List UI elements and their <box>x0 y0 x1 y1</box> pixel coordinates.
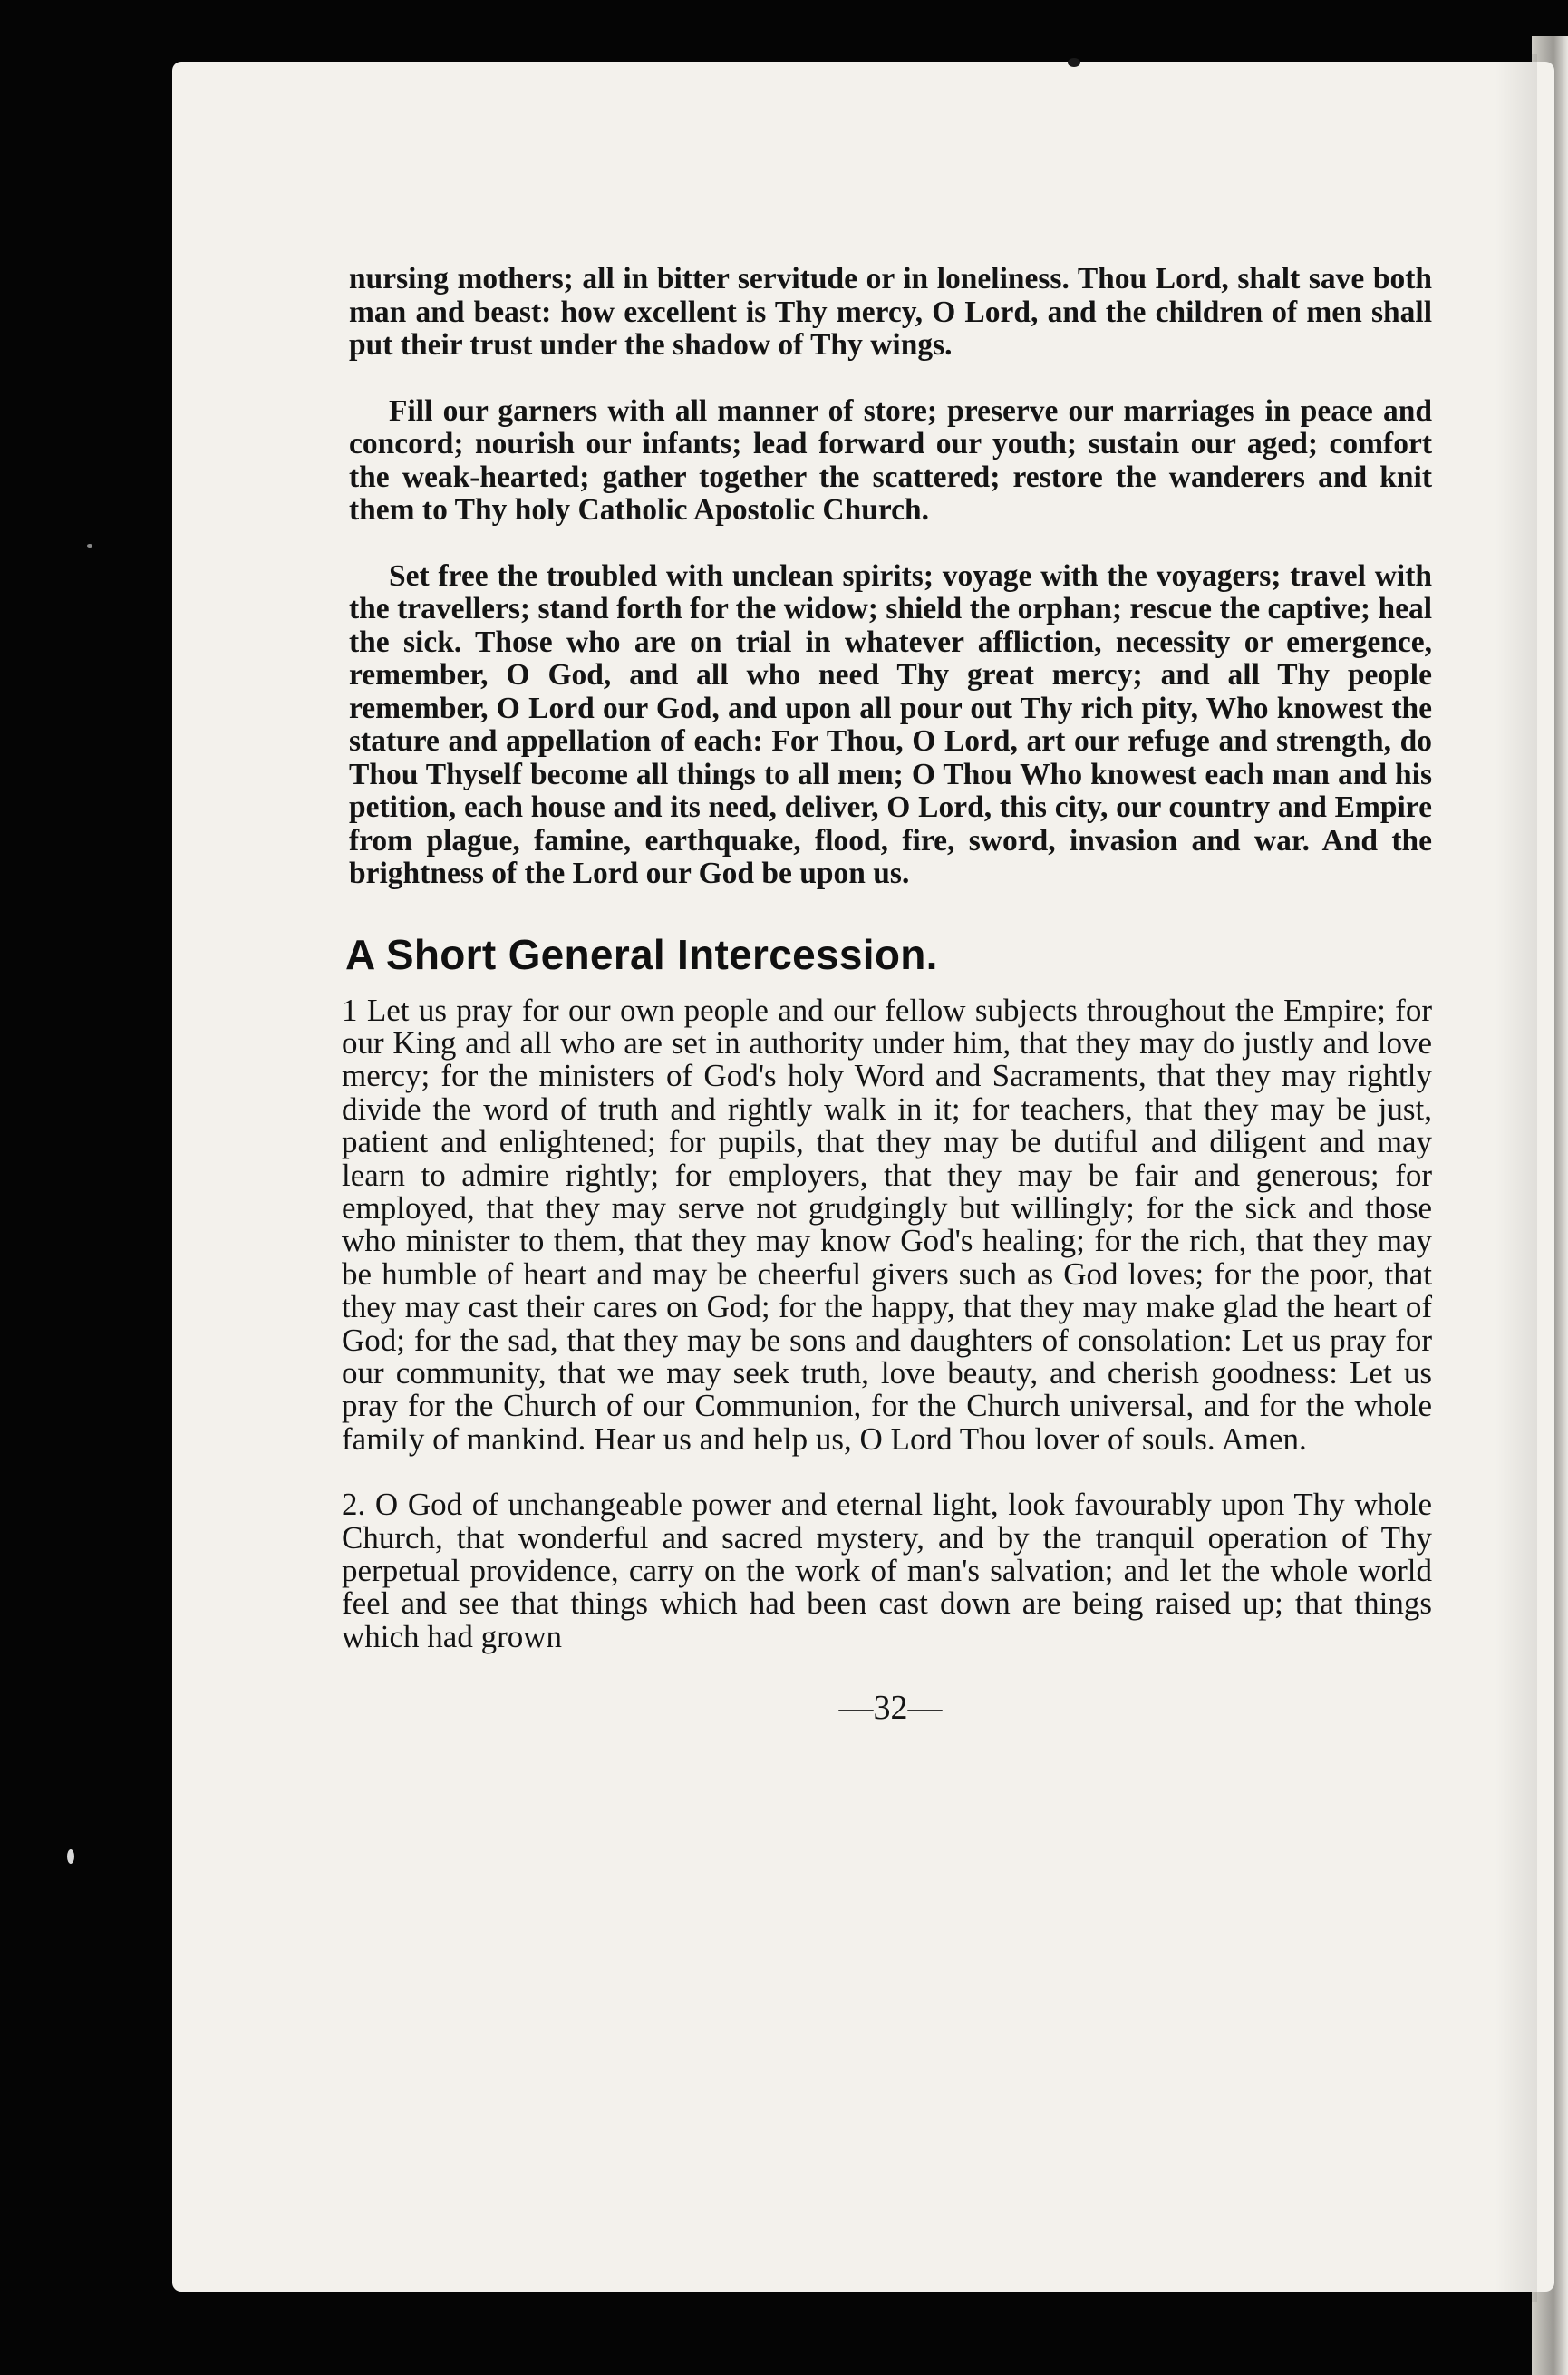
paragraph: nursing mothers; all in bitter servitude or in loneliness. Thou Lord, shalt save both man and beast: how excellent is Thy mercy, O Lord, and the children of men shall put their trust under the shadow of Thy wings. <box>349 262 1432 362</box>
ink-speck <box>67 1849 74 1864</box>
paragraph: Set free the troubled with unclean spirits; voyage with the voyagers; travel with the travellers; stand forth for the widow; shield the orphan; rescue the captive; heal the sick. Those who are on trial in whatever affliction, necessity or emergence, remember, O God, and all who need Thy great mercy; and all Thy people remember, O Lord our God, and upon all pour out Thy rich pity, Who knowest the stature and appellation of each: For Thou, O Lord, art our refuge and strength, do Thou Thyself become all things to all men; O Thou Who knowest each man and his petition, each house and its need, deliver, O Lord, this city, our country and Empire from plague, famine, earthquake, flood, fire, sword, invasion and war. And the brightness of the Lord our God be upon us. <box>349 558 1432 890</box>
section-heading: A Short General Intercession. <box>345 930 938 978</box>
ink-speck <box>1068 58 1080 67</box>
ink-speck <box>87 544 92 548</box>
page-gutter-shadow <box>1495 54 1537 2302</box>
page-text <box>342 262 1432 1728</box>
page-number: —32— <box>838 1689 943 1728</box>
paragraph: 1 Let us pray for our own people and our fellow subjects throughout the Empire; for our King and all who are set in authority under him, that they may do justly and love mercy; for the ministers of God's holy Word and Sacraments, that they may rightly divide the word of truth and rightly walk in it; for teachers, that they may be just, patient and enlightened; for pupils, that they may be dutiful and diligent and may learn to admire rightly; for employers, that they may be fair and generous; for employed, that they may serve not grudgingly but willingly; for the sick and those who minister to them, that they may know God's healing; for the rich, that they may be humble of heart and may be cheerful givers such as God loves; for the poor, that they may cast their cares on God; for the happy, that they may make glad the heart of God; for the sad, that they may be sons and daughters of consolation: Let us pray for our community, that we may seek truth, love beauty, and cherish goodness: Let us pray for the Church of our Communion, for the Church universal, and for the whole family of mankind. Hear us and help us, O Lord Thou lover of souls. Amen. <box>342 992 1432 1457</box>
paragraph: Fill our garners with all manner of store; preserve our marriages in peace and concord; nourish our infants; lead forward our youth; sustain our aged; comfort the weak-hearted; gather together the scattered; restore the wanderers and knit them to Thy holy Catholic Apostolic Church. <box>349 393 1432 527</box>
paragraph: 2. O God of unchangeable power and eternal light, look favourably upon Thy whole Church, that wonderful and sacred mystery, and by the tranquil operation of Thy perpetual providence, carry on the work of man's salvation; and let the whole world feel and see that things which had been cast down are being raised up; that things which had grown <box>342 1487 1432 1654</box>
intercession-section <box>342 994 1432 1654</box>
prayer-continuation <box>349 263 1432 891</box>
